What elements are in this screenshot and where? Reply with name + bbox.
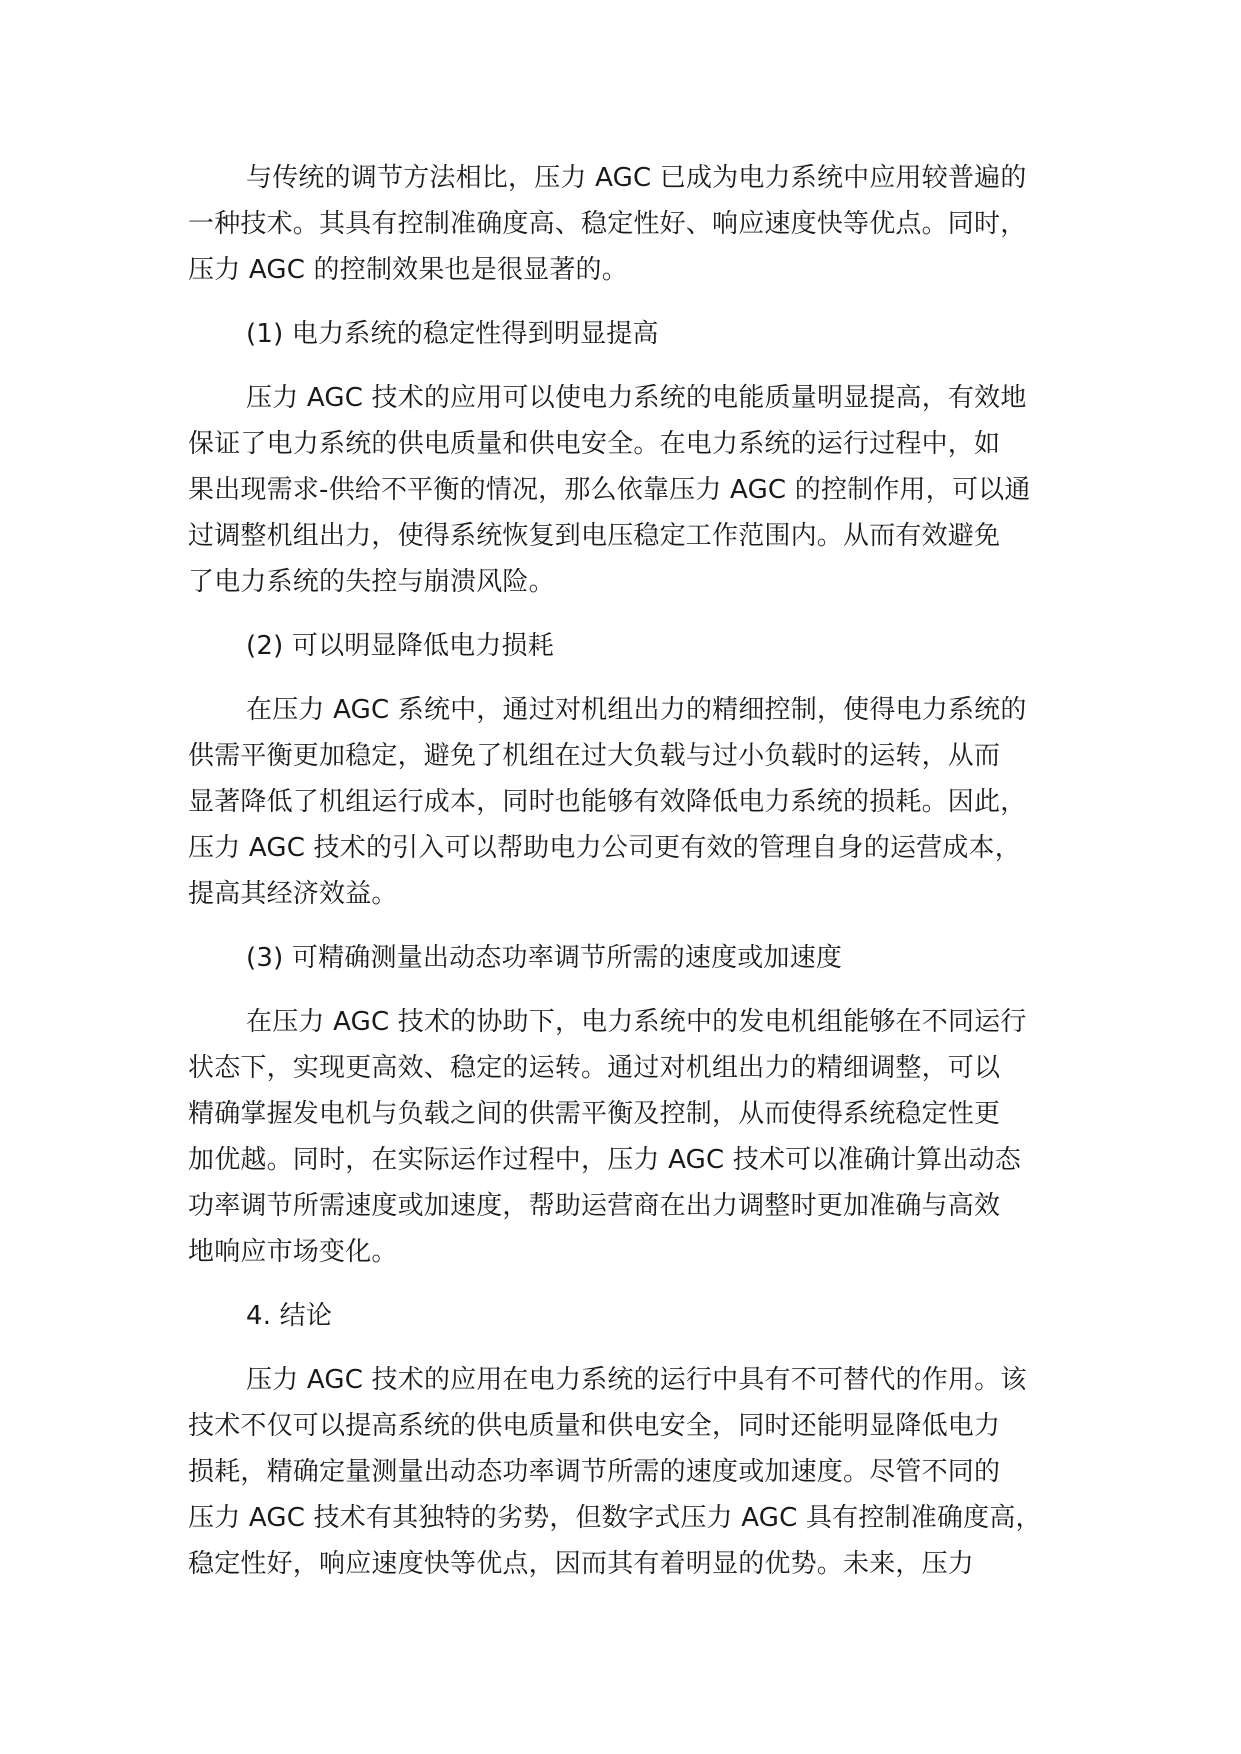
text-line: 显著降低了机组运行成本，同时也能够有效降低电力系统的损耗。因此， <box>188 787 1027 817</box>
text-line: 损耗，精确定量测量出动态功率调节所需的速度或加速度。尽管不同的 <box>188 1457 1001 1487</box>
text-line: 一种技术。其具有控制准确度高、稳定性好、响应速度快等优点。同时， <box>188 209 1027 239</box>
text-line: 压力 AGC 技术的应用在电力系统的运行中具有不可替代的作用。该 <box>246 1365 1027 1395</box>
text-line: 保证了电力系统的供电质量和供电安全。在电力系统的运行过程中，如 <box>188 429 1001 459</box>
paragraph-loss <box>188 687 1078 917</box>
text-line: 压力 AGC 技术的应用可以使电力系统的电能质量明显提高，有效地 <box>246 383 1027 413</box>
text-line: 状态下，实现更高效、稳定的运转。通过对机组出力的精细调整，可以 <box>188 1053 1001 1083</box>
section-heading-2 <box>188 623 1078 669</box>
paragraph-measurement <box>188 999 1078 1275</box>
heading-text: (1) 电力系统的稳定性得到明显提高 <box>246 319 659 349</box>
text-line: 果出现需求-供给不平衡的情况，那么依靠压力 AGC 的控制作用，可以通 <box>188 475 1031 505</box>
text-line: 提高其经济效益。 <box>188 879 398 909</box>
text-line: 功率调节所需速度或加速度，帮助运营商在出力调整时更加准确与高效 <box>188 1191 1001 1221</box>
text-line: 精确掌握发电机与负载之间的供需平衡及控制，从而使得系统稳定性更 <box>188 1099 1001 1129</box>
text-line: 地响应市场变化。 <box>188 1237 398 1267</box>
text-line: 稳定性好，响应速度快等优点，因而其有着明显的优势。未来，压力 <box>188 1549 975 1579</box>
section-heading-1 <box>188 311 1078 357</box>
text-line: 在压力 AGC 技术的协助下，电力系统中的发电机组能够在不同运行 <box>246 1007 1027 1037</box>
section-heading-3 <box>188 935 1078 981</box>
text-line: 过调整机组出力，使得系统恢复到电压稳定工作范围内。从而有效避免 <box>188 521 1001 551</box>
text-line: 供需平衡更加稳定，避免了机组在过大负载与过小负载时的运转，从而 <box>188 741 1001 771</box>
section-heading-conclusion <box>188 1293 1078 1339</box>
document-body <box>188 155 1078 1605</box>
text-line: 压力 AGC 的控制效果也是很显著的。 <box>188 255 628 285</box>
text-line: 压力 AGC 技术的引入可以帮助电力公司更有效的管理自身的运营成本， <box>188 833 1021 863</box>
heading-text: (3) 可精确测量出动态功率调节所需的速度或加速度 <box>246 943 843 973</box>
heading-text: 4. 结论 <box>246 1301 333 1331</box>
text-line: 技术不仅可以提高系统的供电质量和供电安全，同时还能明显降低电力 <box>188 1411 1001 1441</box>
paragraph-intro <box>188 155 1078 293</box>
text-line: 加优越。同时，在实际运作过程中，压力 AGC 技术可以准确计算出动态 <box>188 1145 1021 1175</box>
heading-text: (2) 可以明显降低电力损耗 <box>246 631 554 661</box>
text-line: 了电力系统的失控与崩溃风险。 <box>188 567 555 597</box>
paragraph-conclusion <box>188 1357 1078 1587</box>
text-line: 与传统的调节方法相比，压力 AGC 已成为电力系统中应用较普遍的 <box>246 163 1027 193</box>
text-line: 压力 AGC 技术有其独特的劣势，但数字式压力 AGC 具有控制准确度高， <box>188 1503 1042 1533</box>
paragraph-stability <box>188 375 1078 605</box>
text-line: 在压力 AGC 系统中，通过对机组出力的精细控制，使得电力系统的 <box>246 695 1027 725</box>
